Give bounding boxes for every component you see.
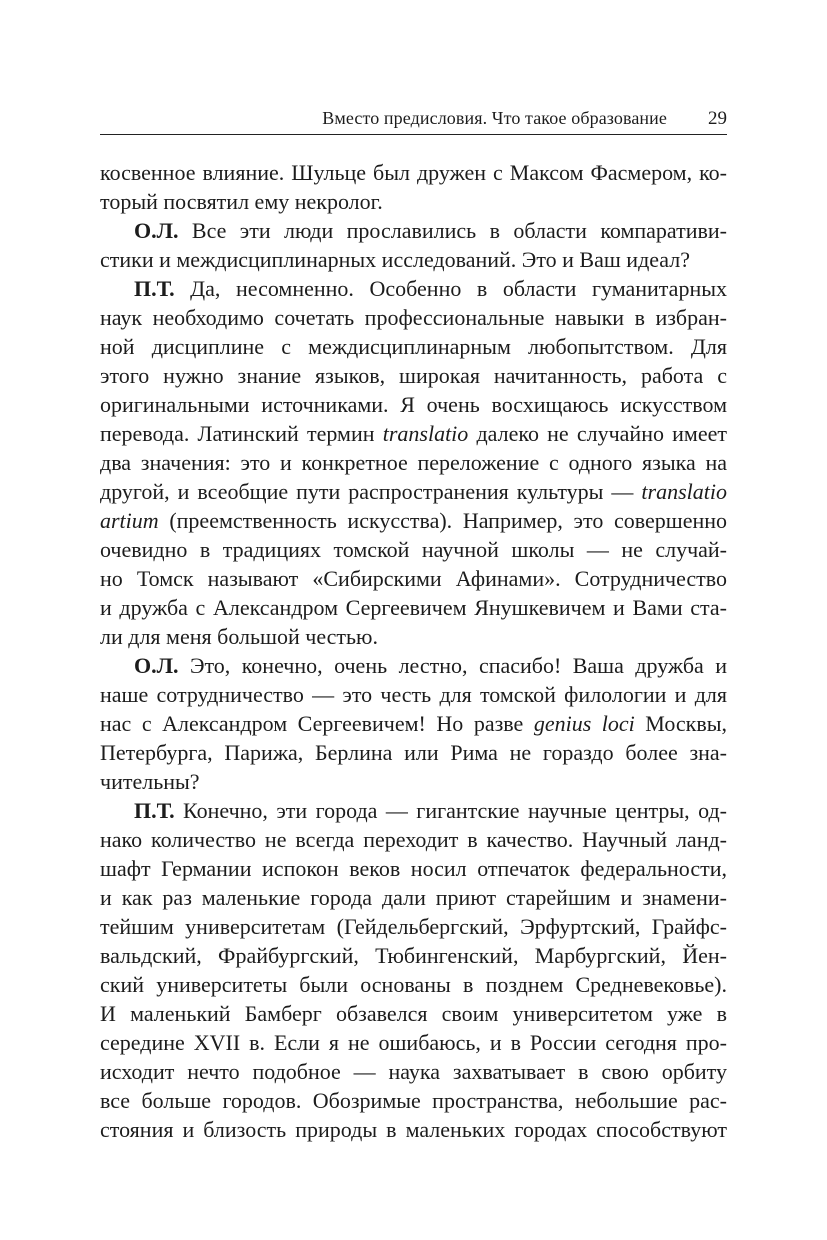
text-line: очевидно в традициях томской научной школы — не случай- [100, 537, 727, 562]
text-line: П.Т. Да, несомненно. Особенно в области гуманитарных [134, 276, 727, 301]
header-title: Вместо предисловия. Что такое образование [322, 108, 667, 128]
text-line: все больше городов. Обозримые пространства, небольшие рас- [100, 1088, 727, 1113]
text-line: нако количество не всегда переходит в качество. Научный ланд- [100, 827, 727, 852]
text-line: И маленький Бамберг обзавелся своим университетом уже в [100, 1001, 727, 1026]
text-line: стояния и близость природы в маленьких городах способствуют [100, 1117, 727, 1142]
text-line: чительны? [100, 769, 200, 794]
text-line: тейшим университетам (Гейдельбергский, Эрфуртский, Грайфс- [100, 914, 727, 939]
text-line: вальдский, Фрайбургский, Тюбингенский, Марбургский, Йен- [100, 943, 727, 968]
text-line: косвенное влияние. Шульце был дружен с Максом Фасмером, ко- [100, 160, 727, 185]
text-line: artium (преемственность искусства). Например, это совершенно [100, 508, 727, 533]
latin-term: genius loci [533, 711, 635, 736]
text-line: и дружба с Александром Сергеевичем Янушкевичем и Вами ста- [100, 595, 727, 620]
text-line: стики и междисциплинарных исследований. Это и Ваш идеал? [100, 247, 691, 272]
text-line: оригинальными источниками. Я очень восхищаюсь искусством [100, 392, 727, 417]
running-header [100, 108, 727, 135]
text-line: ной дисциплине с междисциплинарным любопытством. Для [100, 334, 727, 359]
text-line: середине XVII в. Если я не ошибаюсь, и в России сегодня про- [100, 1030, 727, 1055]
text-line: исходит нечто подобное — наука захватывает в свою орбиту [100, 1059, 727, 1084]
text-line: наше сотрудничество — это честь для томской филологии и для [100, 682, 727, 707]
text-line: Петербурга, Парижа, Берлина или Рима не гораздо более зна- [100, 740, 727, 765]
text-line: О.Л. Это, конечно, очень лестно, спасибо! Ваша дружба и [134, 653, 727, 678]
text-line: наук необходимо сочетать профессиональные навыки в избран- [100, 305, 727, 330]
text-line: П.Т. Конечно, эти города — гигантские научные центры, од- [134, 798, 727, 823]
text-line: шафт Германии испокон веков носил отпечаток федеральности, [100, 856, 727, 881]
text-line: нас с Александром Сергеевичем! Но разве genius loci Москвы, [100, 711, 727, 736]
text-line: и как раз маленькие города дали приют старейшим и знамени- [100, 885, 727, 910]
speaker-label: П.Т. [134, 798, 175, 823]
speaker-label: О.Л. [134, 653, 179, 678]
text-line: О.Л. Все эти люди прославились в области компаративи- [134, 218, 727, 243]
text-line: ли для меня большой честью. [100, 624, 378, 649]
latin-term: artium [100, 508, 159, 533]
speaker-label: П.Т. [134, 276, 175, 301]
latin-term: translatio [641, 479, 727, 504]
text-line: перевода. Латинский термин translatio далеко не случайно имеет [100, 421, 727, 446]
text-line: два значения: это и конкретное переложение с одного языка на [100, 450, 727, 475]
body-text [100, 158, 727, 1144]
latin-term: translatio [382, 421, 469, 446]
speaker-label: О.Л. [134, 218, 179, 243]
text-line: но Томск называют «Сибирскими Афинами». Сотрудничество [100, 566, 727, 591]
text-line: другой, и всеобщие пути распространения культуры — translatio [100, 479, 727, 504]
page-number: 29 [708, 108, 727, 129]
text-line: этого нужно знание языков, широкая начитанность, работа с [100, 363, 727, 388]
text-line: торый посвятил ему некролог. [100, 189, 383, 214]
text-line: ский университеты были основаны в позднем Средневековье). [100, 972, 727, 997]
